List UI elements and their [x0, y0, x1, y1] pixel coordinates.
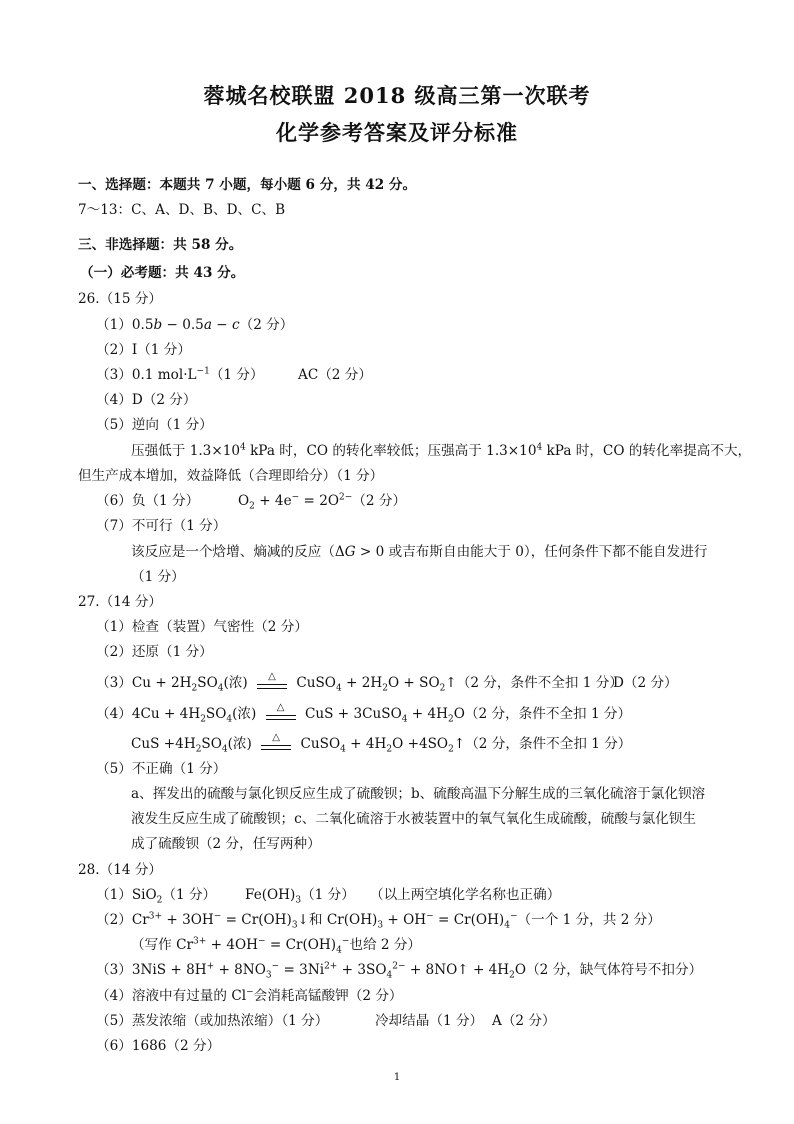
q28-part5: （5）蒸发浓缩（或加热浓缩）（1 分） — [96, 1013, 329, 1029]
q28-part1-second: $Fe(OH)_3(1$ 分） — [245, 887, 355, 906]
q26-part1: （1）0.5b − 0.5a − c（2 分） — [96, 317, 294, 333]
q26-part6-equation: $O_2 + 4e^- = 2O^{2-}(2$ 分） — [238, 492, 407, 512]
q27-part3-equation: $(3)Cu + 2H_2SO_4$(浓) △ CuSO$_4$ + $2H_2O$ + $SO_2↑(2$ 分，条件不全扣 1 分） — [96, 670, 623, 694]
heat-condition-arrow: △ — [255, 676, 289, 692]
section-1-title: 一、选择题：本题共 7 小题，每小题 6 分，共 42 分。 — [78, 177, 417, 193]
q26-part4: （4）D（2 分） — [96, 392, 197, 408]
q27-part2: （2）还原（1 分） — [96, 644, 213, 660]
q28-part5-third: A（2 分） — [492, 1013, 556, 1029]
multiple-choice-answers: 7～13：C、A、D、B、D、C、B — [78, 202, 286, 218]
q26-part7: （7）不可行（1 分） — [96, 518, 227, 534]
q28-part1-note: （以上两空填化学名称也正确） — [370, 887, 561, 903]
q26-part3: （3）0.1 $mol\cdot L^{-1}(1$ 分） — [96, 366, 264, 383]
q26-part3-second: AC（2 分） — [298, 367, 372, 383]
q27-part3-answer: D（2 分） — [613, 675, 678, 691]
q26-part2: （2）I（1 分） — [96, 342, 191, 358]
q26-part6: （6）负（1 分） — [96, 493, 200, 509]
q27-part1: （1）检查（装置）气密性（2 分） — [96, 619, 308, 635]
q27-heading: 27.（14 分） — [78, 594, 163, 610]
q28-part5-second: 冷却结晶（1 分） — [375, 1013, 484, 1029]
q26-part7-score: （1 分） — [131, 569, 185, 585]
exam-title: 蓉城名校联盟 2018 级高三第一次联考 — [203, 83, 591, 108]
heat-condition-arrow: △ — [259, 737, 293, 753]
answer-key-title: 化学参考答案及评分标准 — [276, 120, 518, 145]
page-number: 1 — [393, 1072, 401, 1083]
q28-part1: （1）SiO$_2$（1 分） — [96, 887, 217, 906]
required-questions-title: （一）必考题：共 43 分。 — [80, 265, 245, 281]
q28-part3-equation: $(3)3NiS + 8H^+ + 8NO_3^- = 3Ni^{2+} + 3SO_4^{2-}$ + 8NO↑ + $4H_2O(2$ 分，缺气体符号不扣分） — [96, 961, 703, 981]
q28-part6: （6）1686（2 分） — [96, 1038, 221, 1054]
q27-part4-equation: $(4)4Cu + 4H_2SO_4$(浓) △ CuS + 3CuSO$_4$ + $4H_2O(2$ 分，条件不全扣 1 分） — [96, 701, 632, 725]
q26-part5-explanation-cont: 但生产成本增加，效益降低（合理即给分）（1 分） — [78, 468, 384, 484]
q26-heading: 26.（15 分） — [78, 291, 163, 307]
q27-part5-explanation-end: 成了硫酸钡（2 分，任写两种） — [131, 836, 321, 852]
q28-part2-alt: （写作 $Cr^{3+} + 4OH^- = Cr(OH)_4^-$也给 2 分） — [131, 936, 422, 956]
q27-part5-explanation: a、挥发出的硫酸与氯化钡反应生成了硫酸钡；b、硫酸高温下分解生成的三氧化硫溶于氯化钡溶 — [131, 786, 706, 802]
q28-part2-equation: $(2)Cr^{3+} + 3OH^-$ = $Cr(OH)_3↓$和 $Cr(OH)_3 + OH^- = Cr(OH)_4^-$（一个 1 分，共 2 分） — [96, 911, 661, 931]
q26-part5-explanation: 压强低于 $1.3\times 10^4$ kPa 时，CO 的转化率较低；压强高于 $1.3\times 10^4$ kPa 时，CO 的转化率提高不大， — [131, 442, 752, 459]
heat-condition-arrow: △ — [264, 707, 298, 723]
q27-part4-equation-2: CuS $+4H_2SO_4$(浓) △ CuSO$_4$ + $4H_2O$ $+4SO_2↑(2$ 分，条件不全扣 1 分） — [131, 731, 632, 755]
q26-part7-explanation: 该反应是一个焓增、熵减的反应（ΔG > 0 或吉布斯自由能大于 0），任何条件下都不能自发进行 — [131, 544, 708, 560]
q28-heading: 28.（14 分） — [78, 862, 163, 878]
q28-part4: （4）溶液中有过量的 Cl−会消耗高锰酸钾（2 分） — [96, 987, 403, 1004]
section-3-title: 三、非选择题：共 58 分。 — [78, 237, 243, 253]
q27-part5-explanation-cont: 液发生反应生成了硫酸钡；c、二氧化硫溶于水被装置中的氧气氧化生成硫酸，硫酸与氯化钡生 — [131, 811, 696, 827]
q26-part5: （5）逆向（1 分） — [96, 417, 213, 433]
q27-part5: （5）不正确（1 分） — [96, 761, 227, 777]
